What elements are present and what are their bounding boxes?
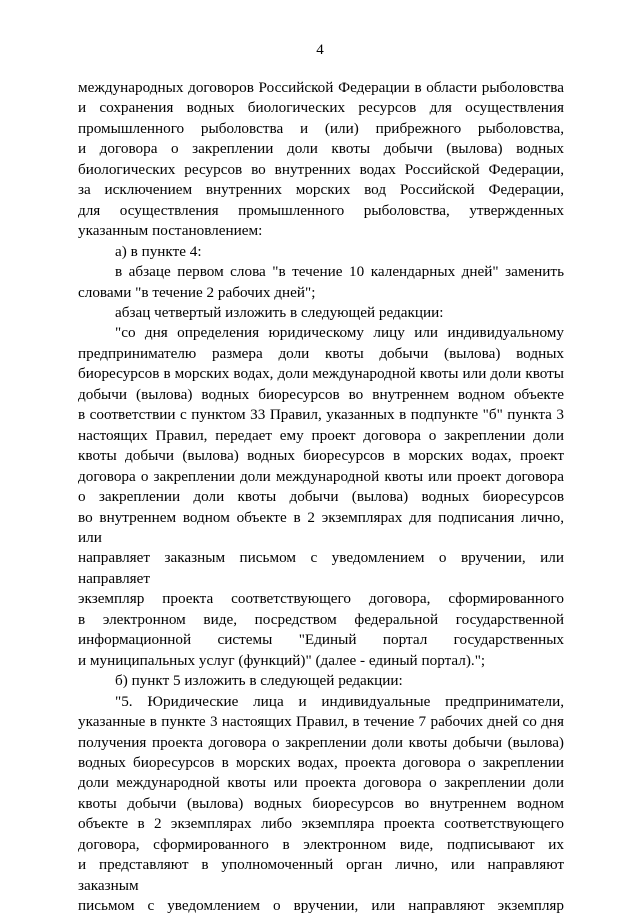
text-line: добычи (вылова) водных биоресурсов во внутреннем водном объекте — [78, 385, 564, 403]
text-line: а) в пункте 4: — [115, 242, 202, 260]
text-line: информационной системы "Единый портал государственных — [78, 631, 564, 649]
text-line: и сохранения водных биологических ресурсов для осуществления — [78, 99, 564, 117]
text-line: за исключением внутренних морских вод Российской Федерации, — [78, 181, 564, 199]
text-line: направляет заказным письмом с уведомлением о вручении, или направляет — [78, 549, 564, 587]
text-line: во внутреннем водном объекте в 2 экземплярах для подписания лично, или — [78, 508, 564, 546]
text-line: и договора о закреплении доли квоты добычи (вылова) водных — [78, 140, 564, 158]
text-line: в соответствии с пунктом 33 Правил, указанных в подпункте "б" пункта 3 — [78, 406, 564, 424]
text-line: объекте в 2 экземплярах либо экземпляра проекта соответствующего — [78, 815, 564, 833]
text-line: для осуществления промышленного рыболовства, утвержденных — [78, 201, 564, 219]
text-line: промышленного рыболовства и (или) прибрежного рыболовства, — [78, 119, 564, 137]
text-line: биоресурсов в морских водах, доли международной квоты или доли квоты — [78, 365, 564, 383]
text-line: экземпляр проекта соответствующего договора, сформированного — [78, 590, 564, 608]
text-line: "5. Юридические лица и индивидуальные предприниматели, — [115, 692, 564, 710]
text-line: в электронном виде, посредством федеральной государственной — [78, 610, 564, 628]
text-line: водных биоресурсов в морских водах, проекта договора о закреплении — [78, 753, 564, 771]
text-line: договора, сформированного в электронном виде, подписывают их — [78, 835, 564, 853]
text-line: получения проекта договора о закреплении доли квоты добычи (вылова) — [78, 733, 564, 751]
text-line: квоты добычи (вылова) водных биоресурсов в морских водах, проект — [78, 447, 564, 465]
text-line: "со дня определения юридическому лицу или индивидуальному — [115, 324, 564, 342]
text-line: биологических ресурсов во внутренних водах Российской Федерации, — [78, 160, 564, 178]
text-line: б) пункт 5 изложить в следующей редакции: — [115, 672, 403, 690]
text-line: предпринимателю размера доли квоты добычи (вылова) водных — [78, 344, 564, 362]
text-line: словами "в течение 2 рабочих дней"; — [78, 283, 316, 301]
body-text — [78, 78, 564, 917]
text-line: о закреплении доли квоты добычи (вылова) водных биоресурсов — [78, 488, 564, 506]
text-line: квоты добычи (вылова) водных биоресурсов во внутреннем водном — [78, 794, 564, 812]
text-line: в абзаце первом слова "в течение 10 календарных дней" заменить — [115, 263, 564, 281]
text-line: международных договоров Российской Федерации в области рыболовства — [78, 79, 564, 96]
text-line: письмом с уведомлением о вручении, или направляют экземпляр — [78, 897, 564, 915]
text-line: указанные в пункте 3 настоящих Правил, в течение 7 рабочих дней со дня — [78, 713, 564, 731]
text-line: и муниципальных услуг (функций)" (далее - единый портал)."; — [78, 651, 486, 669]
page-number: 4 — [316, 42, 324, 58]
text-line: договора о закреплении доли международной квоты или проект договора — [78, 467, 564, 485]
text-line: и представляют в уполномоченный орган лично, или направляют заказным — [78, 856, 564, 894]
text-line: настоящих Правил, передает ему проект договора о закреплении доли — [78, 426, 564, 444]
text-line: доли международной квоты или проекта договора о закреплении доли — [78, 774, 564, 792]
text-line: указанным постановлением: — [78, 222, 263, 240]
text-line: абзац четвертый изложить в следующей редакции: — [115, 303, 444, 321]
